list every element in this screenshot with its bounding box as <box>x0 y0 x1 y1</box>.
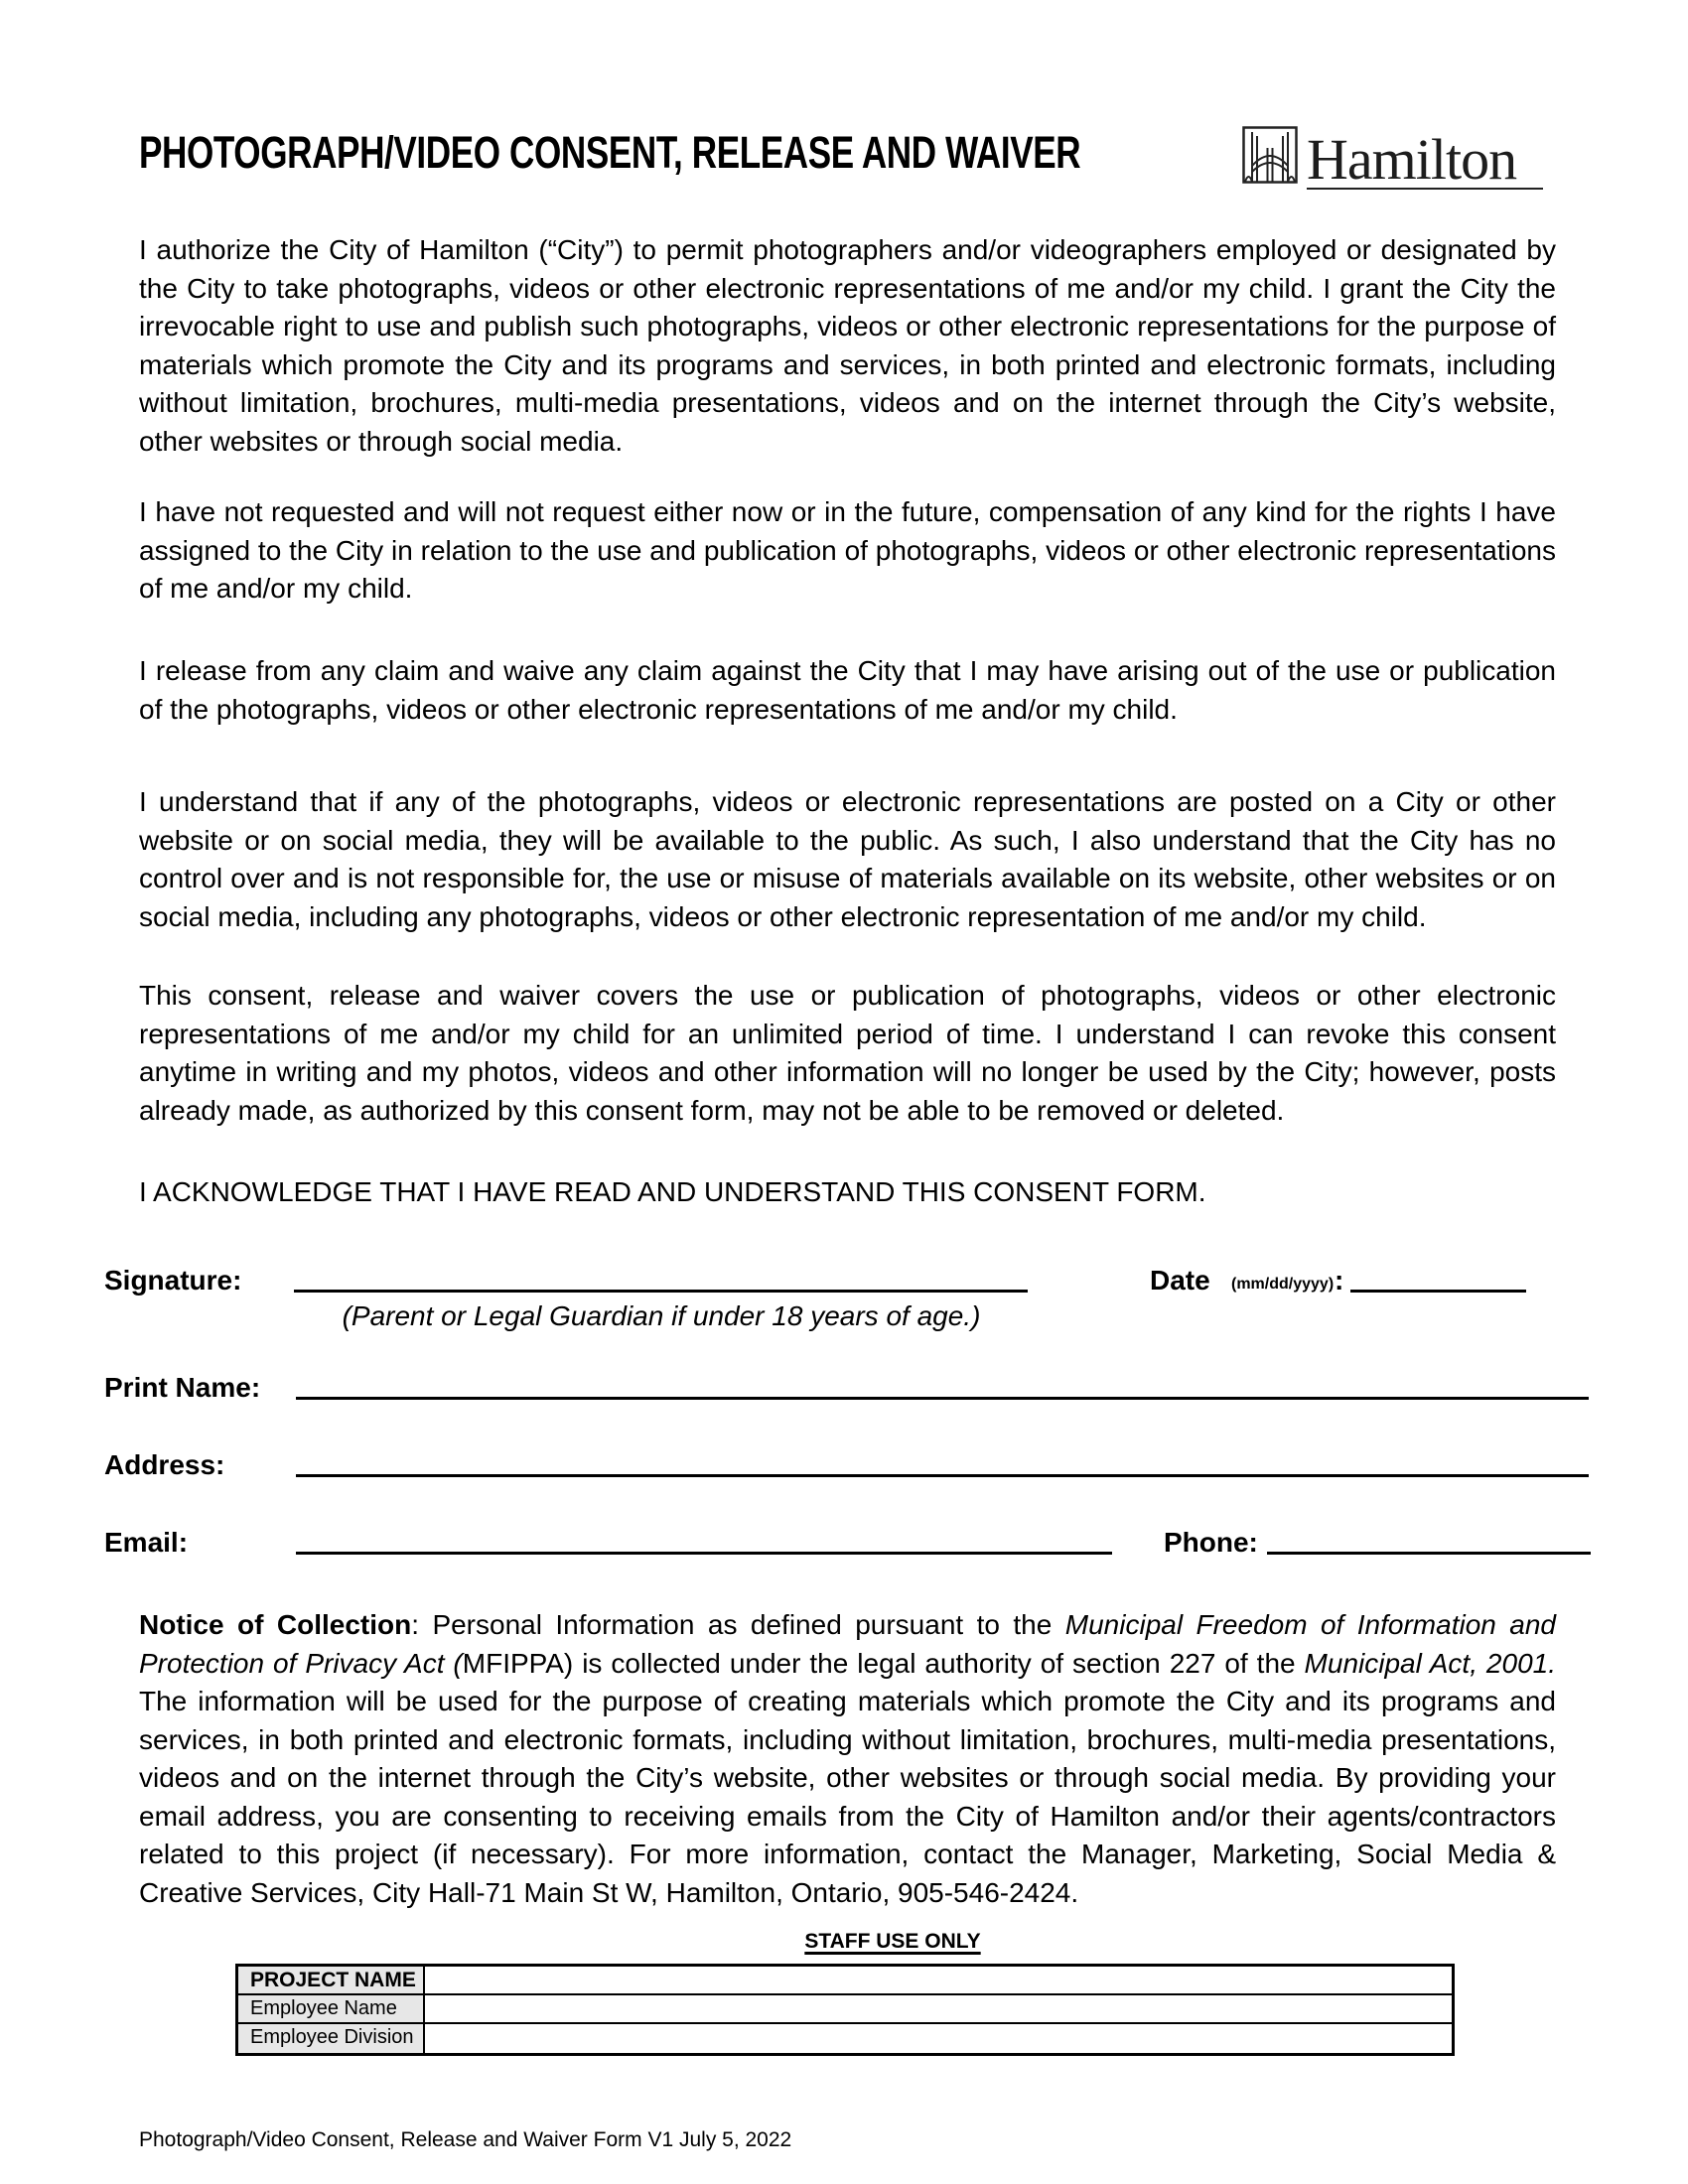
acknowledgement-statement: I ACKNOWLEDGE THAT I HAVE READ AND UNDERSTAND THIS CONSENT FORM. <box>139 1176 1206 1207</box>
signature-caption: (Parent or Legal Guardian if under 18 years of age.) <box>342 1300 981 1331</box>
notice-label: Notice of Collection <box>139 1609 412 1640</box>
phone-field[interactable] <box>1267 1519 1591 1555</box>
paragraph-public-posting: I understand that if any of the photographs, videos or electronic representations are posted on a City or other website or on social media, they will be available to the public. As such, I also understand that the City has no control over and is not responsible for, the use or misuse of materials available on its website, other websites or on social media, including any photographs, videos or other electronic representation of me and/or my child. <box>139 786 1556 932</box>
phone-label: Phone: <box>1164 1527 1258 1558</box>
project-name-value-cell[interactable] <box>425 1967 1452 1995</box>
form-version-footer: Photograph/Video Consent, Release and Waiver Form V1 July 5, 2022 <box>139 2128 792 2151</box>
print-name-field[interactable] <box>296 1364 1589 1400</box>
paragraph-duration-revocation: This consent, release and waiver covers the use or publication of photographs, videos or other electronic representations of me and/or my child for an unlimited period of time. I understand I can revoke this consent anytime in writing and my photos, videos and other information will no longer be used by the City; however, posts already made, as authorized by this consent form, may not be able to be removed or deleted. <box>139 980 1556 1126</box>
print-name-label: Print Name: <box>104 1372 261 1403</box>
employee-name-value-cell[interactable] <box>425 1995 1452 2024</box>
notice-of-collection: Notice of Collection: Personal Information as defined pursuant to the Municipal Freedom of Information and Protection of Privacy Act (MFIPPA) is collected under the legal authority of section 227 of the Municipal Act, 2001. The information will be used for the purpose of creating materials which promote the City and its programs and services, in both printed and electronic formats, including without limitation, brochures, multi-media presentations, videos and on the internet through the City’s website, other websites or through social media. By providing your email address, you are consenting to receiving emails from the City of Hamilton and/or their agents/contractors related to this project (if necessary). For more information, contact the Manager, Marketing, Social Media & Creative Services, City Hall-71 Main St W, Hamilton, Ontario, 905-546-2424. <box>139 1609 1556 1908</box>
staff-use-table <box>235 1964 1455 2056</box>
date-field[interactable] <box>1350 1257 1526 1293</box>
hamilton-bridge-icon <box>1242 126 1298 189</box>
staff-use-only-heading: STAFF USE ONLY <box>804 1930 981 1953</box>
paragraph-authorization: I authorize the City of Hamilton (“City”) to permit photographers and/or videographers employed or designated by the City to take photographs, videos or other electronic representations of me and/or my child. I grant the City the irrevocable right to use and publish such photographs, videos or other electronic representations for the purpose of materials which promote the City and its programs and services, in both printed and electronic formats, including without limitation, brochures, multi-media presentations, videos and on the internet through the City’s website, other websites or through social media. <box>139 234 1556 457</box>
hamilton-logo-text: Hamilton <box>1307 127 1517 192</box>
page-title: PHOTOGRAPH/VIDEO CONSENT, RELEASE AND WAIVER <box>139 127 1081 178</box>
employee-division-label-cell: Employee Division <box>238 2024 425 2053</box>
project-name-label-cell: PROJECT NAME <box>238 1967 425 1995</box>
employee-division-value-cell[interactable] <box>425 2024 1452 2053</box>
paragraph-compensation: I have not requested and will not request either now or in the future, compensation of any kind for the rights I have assigned to the City in relation to the use and publication of photographs, videos or other electronic representations of me and/or my child. <box>139 496 1556 604</box>
email-field[interactable] <box>296 1519 1112 1555</box>
address-field[interactable] <box>296 1441 1589 1477</box>
address-label: Address: <box>104 1449 225 1480</box>
email-label: Email: <box>104 1527 189 1558</box>
date-colon: : <box>1335 1265 1344 1296</box>
date-format-hint: (mm/dd/yyyy) <box>1231 1276 1335 1293</box>
employee-name-label-cell: Employee Name <box>238 1995 425 2024</box>
date-label: Date <box>1150 1265 1210 1296</box>
logo-underline <box>1307 188 1543 190</box>
paragraph-release: I release from any claim and waive any claim against the City that I may have arising out of the use or publication of the photographs, videos or other electronic representations of me and/or my child. <box>139 655 1556 725</box>
signature-label: Signature: <box>104 1265 242 1296</box>
signature-field[interactable] <box>294 1257 1028 1293</box>
